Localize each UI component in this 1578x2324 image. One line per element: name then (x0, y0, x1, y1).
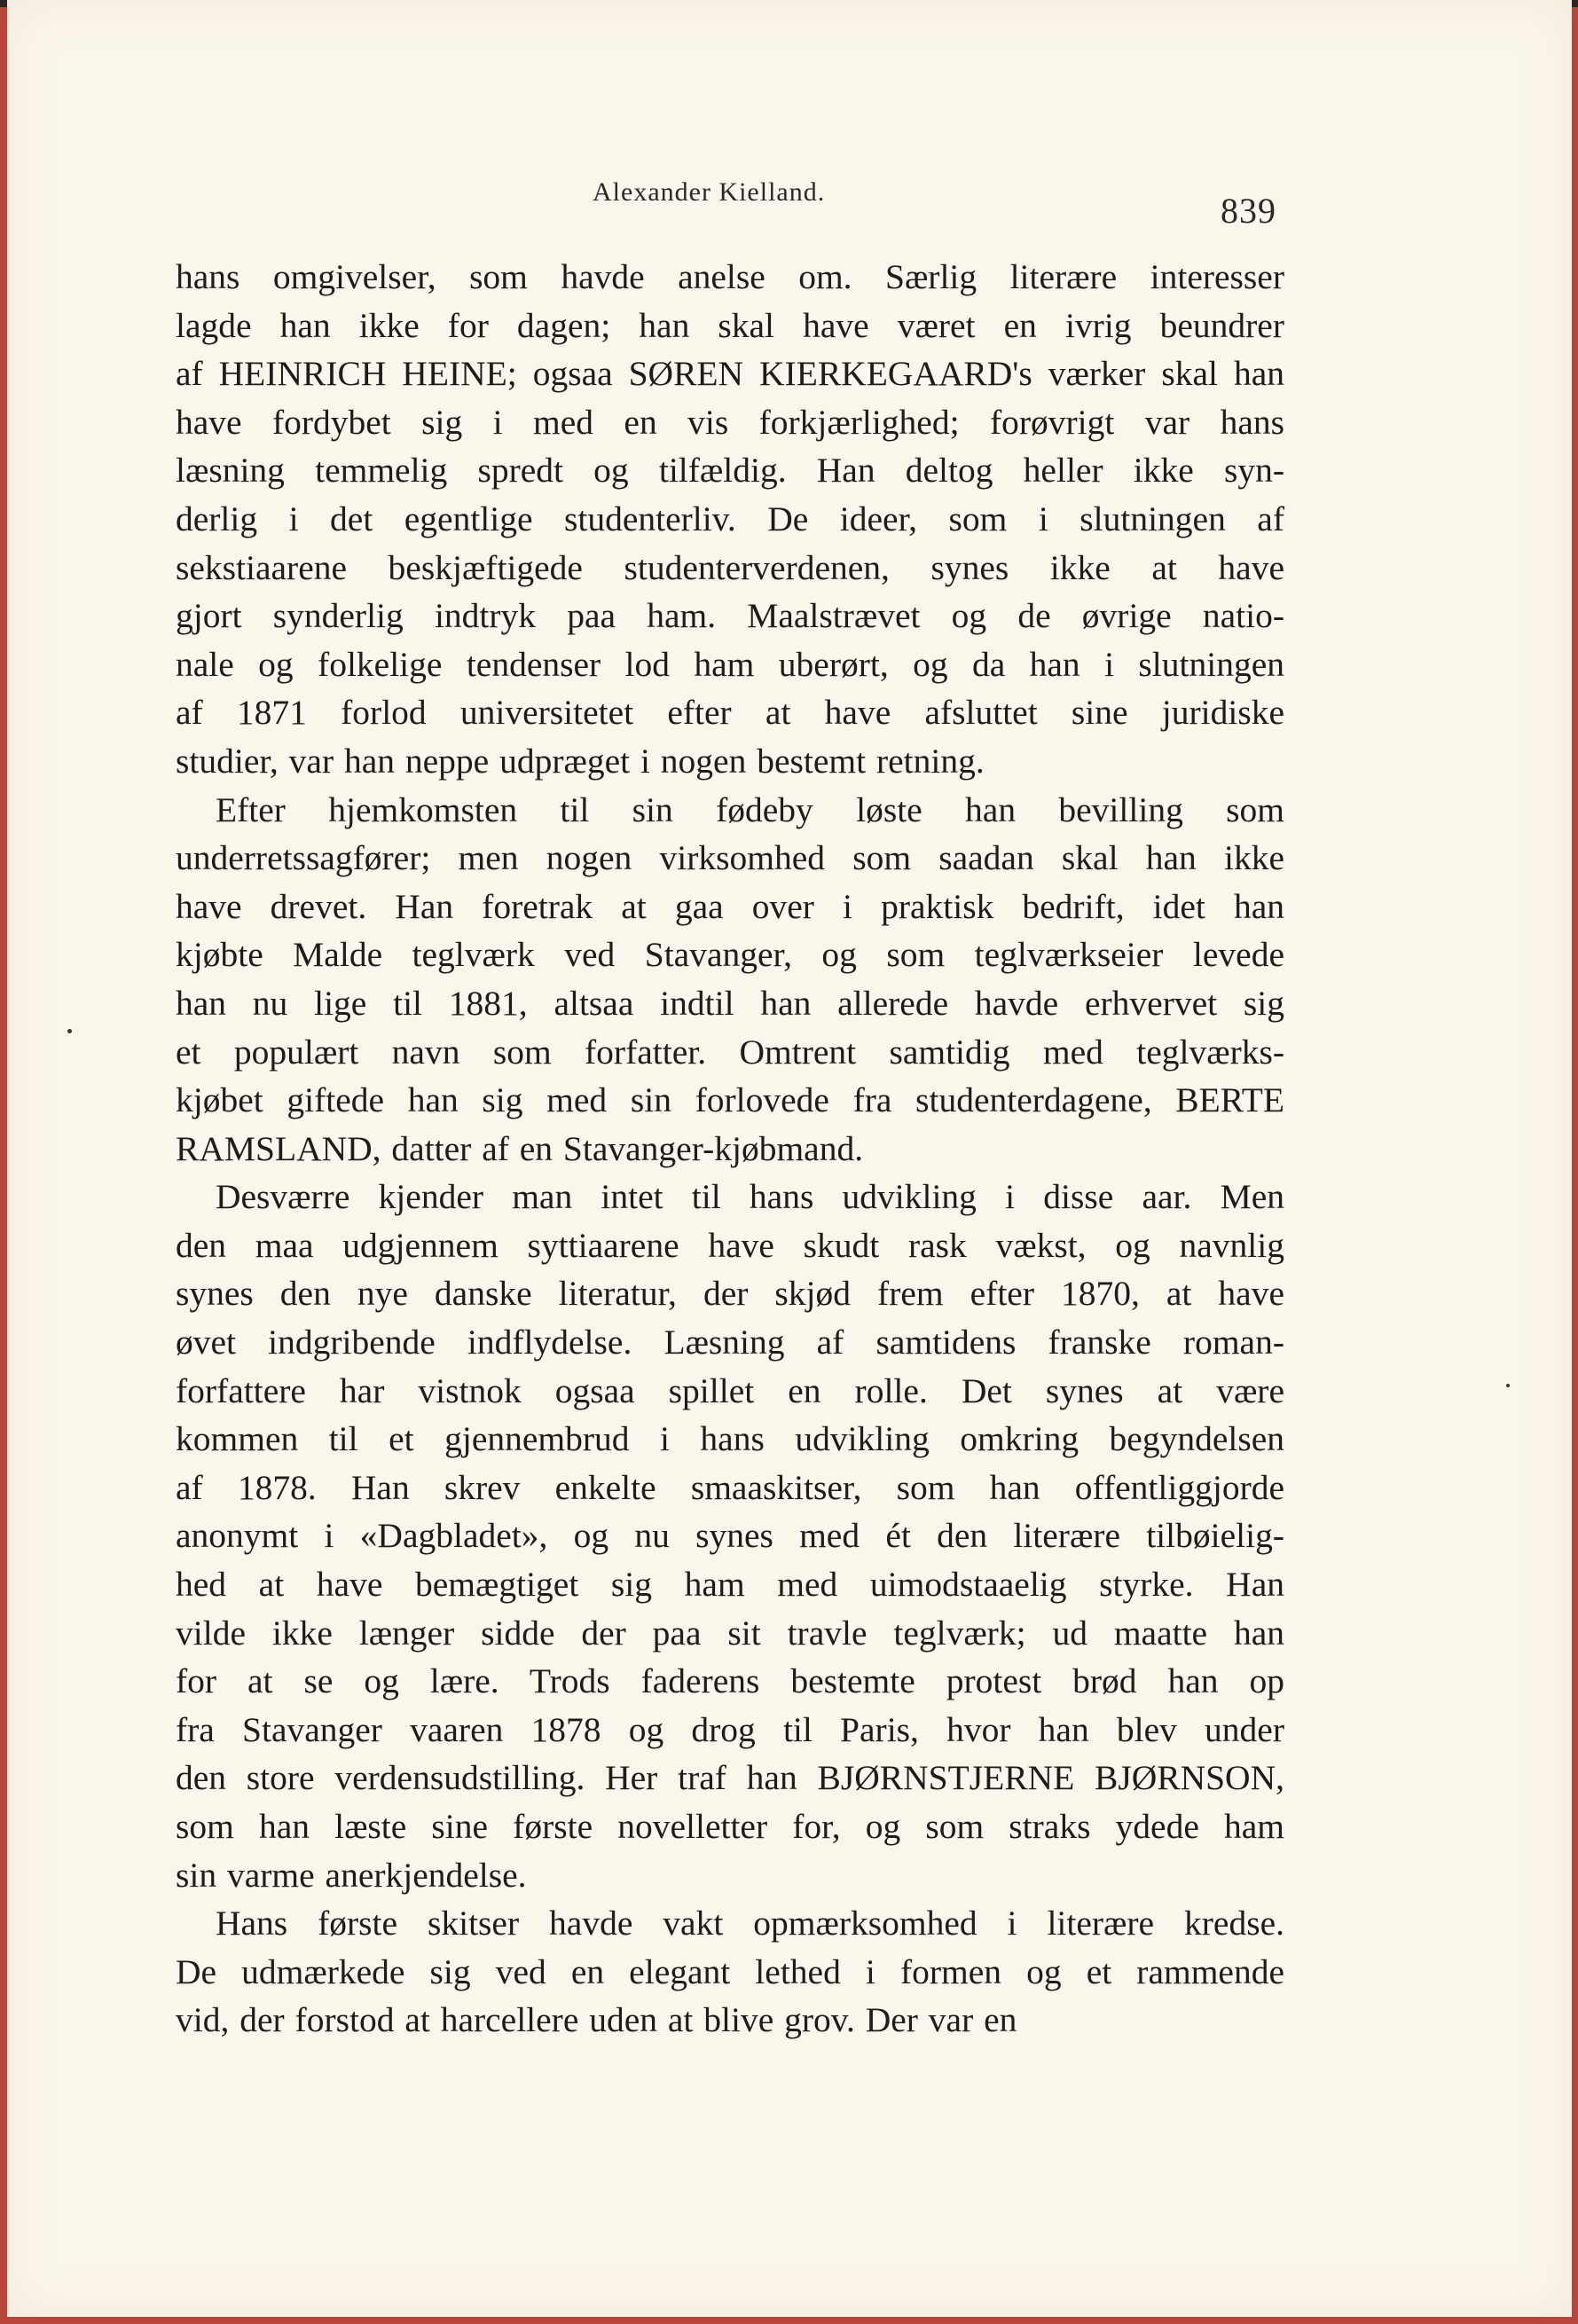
text-line: lagde han ikke for dagen; han skal have været en ivrig beundrer (176, 305, 1284, 345)
text-line: hed at have bemægtiget sig ham med uimodstaaelig styrke. Han (176, 1565, 1284, 1605)
paragraph (176, 1173, 1284, 1899)
text-line: Desværre kjender man intet til hans udvikling i disse aar. Men (216, 1177, 1284, 1217)
text-line: han nu lige til 1881, altsaa indtil han allerede havde erhvervet sig (176, 983, 1284, 1023)
text-line: have fordybet sig i med en vis forkjærlighed; forøvrigt var hans (176, 402, 1284, 442)
text-line: som han læste sine første novelletter for, og som straks ydede ham (176, 1807, 1284, 1846)
text-line: synes den nye danske literatur, der skjød frem efter 1870, at have (176, 1274, 1284, 1314)
paragraph (176, 1899, 1284, 2045)
text-line: Hans første skitser havde vakt opmærksomhed i literære kredse. (216, 1904, 1284, 1943)
text-line: vilde ikke længer sidde der paa sit travle teglværk; ud maatte han (176, 1613, 1284, 1653)
text-line: kjøbte Malde teglværk ved Stavanger, og som teglværkseier levede (176, 935, 1284, 975)
paragraph (176, 786, 1284, 1174)
text-line: De udmærkede sig ved en elegant lethed i formen og et rammende (176, 1951, 1284, 1991)
paragraph (176, 253, 1284, 786)
text-line: underretssagfører; men nogen virksomhed som saadan skal han ikke (176, 838, 1284, 878)
text-line: vid, der forstod at harcellere uden at blive grov. Der var en (176, 2000, 1017, 2040)
text-line: RAMSLAND, datter af en Stavanger-kjøbmand. (176, 1128, 864, 1168)
text-line: derlig i det egentlige studenterliv. De ideer, som i slutningen af (176, 499, 1284, 538)
text-line: studier, var han neppe udpræget i nogen bestemt retning. (176, 741, 985, 781)
text-line: et populært navn som forfatter. Omtrent samtidig med teglværks- (176, 1032, 1284, 1072)
running-title: Alexander Kielland. (593, 177, 826, 207)
text-line: kommen til et gjennembrud i hans udvikling omkring begyndelsen (176, 1419, 1284, 1459)
text-line: den maa udgjennem syttiaarene have skudt rask vækst, og navnlig (176, 1225, 1284, 1265)
text-line: hans omgivelser, som havde anelse om. Særlig literære interesser (176, 257, 1284, 296)
text-line: have drevet. Han foretrak at gaa over i praktisk bedrift, idet han (176, 886, 1284, 926)
text-line: øvet indgribende indflydelse. Læsning af samtidens franske roman- (176, 1323, 1284, 1362)
paper-speck (67, 1029, 72, 1033)
text-line: læsning temmelig spredt og tilfældig. Han deltog heller ikke syn- (176, 451, 1284, 491)
text-line: Efter hjemkomsten til sin fødeby løste han bevilling som (216, 789, 1284, 829)
book-page (7, 0, 1572, 2317)
text-line: gjort synderlig indtryk paa ham. Maalstrævet og de øvrige natio- (176, 596, 1284, 636)
text-line: kjøbet giftede han sig med sin forlovede fra studenterdagene, BERTE (176, 1080, 1284, 1120)
text-line: nale og folkelige tendenser lod ham uberørt, og da han i slutningen (176, 644, 1284, 684)
paper-speck (1506, 1384, 1510, 1387)
text-line: af 1878. Han skrev enkelte smaaskitser, som han offentliggjorde (176, 1467, 1284, 1507)
text-line: af 1871 forlod universitetet efter at have afsluttet sine juridiske (176, 693, 1284, 733)
text-line: forfattere har vistnok ogsaa spillet en rolle. Det synes at være (176, 1370, 1284, 1410)
text-line: sin varme anerkjendelse. (176, 1855, 527, 1895)
body-text (176, 253, 1284, 2045)
text-line: af HEINRICH HEINE; ogsaa SØREN KIERKEGAARD's værker skal han (176, 354, 1284, 394)
page-number: 839 (1221, 191, 1276, 231)
text-line: for at se og lære. Trods faderens bestemte protest brød han op (176, 1661, 1284, 1701)
text-line: fra Stavanger vaaren 1878 og drog til Paris, hvor han blev under (176, 1709, 1284, 1749)
text-line: sekstiaarene beskjæftigede studenterverdenen, synes ikke at have (176, 547, 1284, 587)
text-line: anonymt i «Dagbladet», og nu synes med ét den literære tilbøielig- (176, 1516, 1284, 1556)
text-line: den store verdensudstilling. Her traf han BJØRNSTJERNE BJØRNSON, (176, 1758, 1284, 1798)
